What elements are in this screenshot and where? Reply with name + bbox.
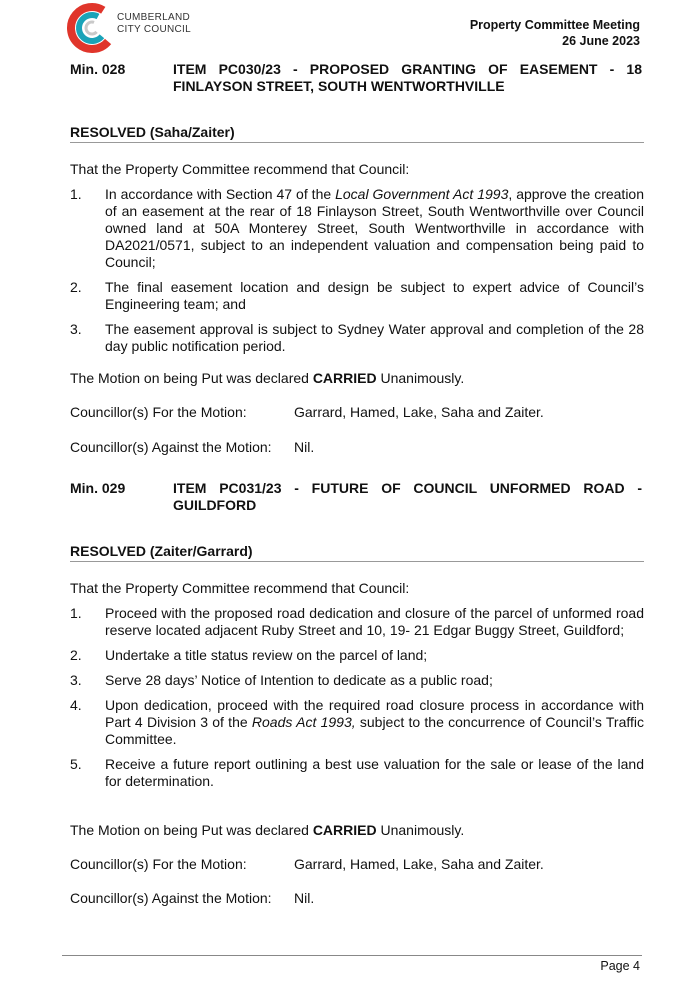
council-name-line2: CITY COUNCIL (117, 23, 191, 35)
motion-text: Unanimously. (376, 822, 465, 838)
motion-text: The Motion on being Put was declared (70, 370, 313, 386)
list-item-text: Receive a future report outlining a best use valuation for the sale or lease of the land for determination. (105, 756, 644, 789)
list-item-number: 2. (70, 647, 82, 663)
list-item-text: The final easement location and design be subject to expert advice of Council’s Engineering team; and (105, 279, 644, 312)
list-item-number: 3. (70, 672, 82, 688)
motion-outcome: CARRIED (312, 822, 377, 838)
motion-text: Unanimously. (376, 370, 465, 386)
list-item-text: subject to the concurrence of Council’s Traffic Committee. (105, 714, 644, 747)
recommendation-intro: That the Property Committee recommend that Council: (70, 161, 410, 177)
list-item (70, 321, 644, 355)
list-item (70, 186, 644, 271)
meeting-name: Property Committee Meeting (469, 18, 640, 32)
council-name (117, 12, 191, 35)
list-item (70, 605, 644, 639)
list-item-number: 4. (70, 697, 82, 713)
footer-divider (62, 955, 642, 956)
list-item-number: 1. (70, 186, 82, 202)
council-name-line1: CUMBERLAND (117, 12, 191, 23)
page-number: Page 4 (600, 959, 640, 973)
minute-title: ITEM PC030/23 - PROPOSED GRANTING OF EASEMENT - 18 FINLAYSON STREET, SOUTH WENTWORTHVILLE (173, 61, 642, 94)
list-item-text: Upon dedication, proceed with the required road closure process in accordance with Part 4 Division 3 of the (105, 697, 644, 730)
list-item-number: 1. (70, 605, 82, 621)
list-item (70, 697, 644, 748)
list-item-number: 3. (70, 321, 82, 337)
votes-against-label: Councillor(s) Against the Motion: (70, 890, 272, 906)
votes-against-value: Nil. (294, 890, 315, 906)
minute-number: Min. 029 (70, 480, 126, 496)
list-item-number: 5. (70, 756, 82, 772)
list-item-text: The easement approval is subject to Sydney Water approval and completion of the 28 day public notification period. (105, 321, 644, 354)
meeting-date: 26 June 2023 (562, 34, 640, 48)
act-name: Local Government Act 1993 (335, 186, 509, 202)
motion-result (70, 822, 644, 839)
motion-result (70, 370, 644, 387)
recommendation-intro: That the Property Committee recommend that Council: (70, 580, 410, 596)
list-item (70, 647, 644, 664)
votes-for-value: Garrard, Hamed, Lake, Saha and Zaiter. (294, 404, 544, 420)
votes-for-label: Councillor(s) For the Motion: (70, 404, 247, 420)
list-item (70, 279, 644, 313)
votes-against-value: Nil. (294, 439, 315, 455)
minute-number: Min. 028 (70, 61, 126, 77)
recommendation-list (70, 605, 644, 790)
votes-against-label: Councillor(s) Against the Motion: (70, 439, 272, 455)
act-name: Roads Act 1993, (251, 714, 356, 730)
motion-text: The Motion on being Put was declared (70, 822, 313, 838)
list-item-number: 2. (70, 279, 82, 295)
resolved-heading: RESOLVED (Saha/Zaiter) (70, 124, 644, 143)
council-logo-icon (66, 2, 118, 54)
list-item-text: Serve 28 days’ Notice of Intention to dedicate as a public road; (105, 672, 493, 688)
votes-for-value: Garrard, Hamed, Lake, Saha and Zaiter. (294, 856, 544, 872)
recommendation-list (70, 186, 644, 355)
list-item (70, 672, 644, 689)
list-item-text: In accordance with Section 47 of the (105, 186, 336, 202)
meeting-header (470, 17, 640, 49)
list-item-text: , approve the creation of an easement at the rear of 18 Finlayson Street, South Wentworthville over Council owned land at 50A Monterey Street, South Wentworthville in accordance with DA2021/0571, subject to an independent valuation and compensation being paid to Council; (105, 186, 644, 270)
list-item (70, 756, 644, 790)
list-item-text: Proceed with the proposed road dedication and closure of the parcel of unformed road reserve located adjacent Ruby Street and 10, 19- 21 Edgar Buggy Street, Guildford; (105, 605, 644, 638)
minute-title: ITEM PC031/23 - FUTURE OF COUNCIL UNFORMED ROAD - GUILDFORD (173, 480, 642, 513)
motion-outcome: CARRIED (312, 370, 377, 386)
votes-for-label: Councillor(s) For the Motion: (70, 856, 247, 872)
list-item-text: Undertake a title status review on the parcel of land; (105, 647, 428, 663)
resolved-heading: RESOLVED (Zaiter/Garrard) (70, 543, 644, 562)
